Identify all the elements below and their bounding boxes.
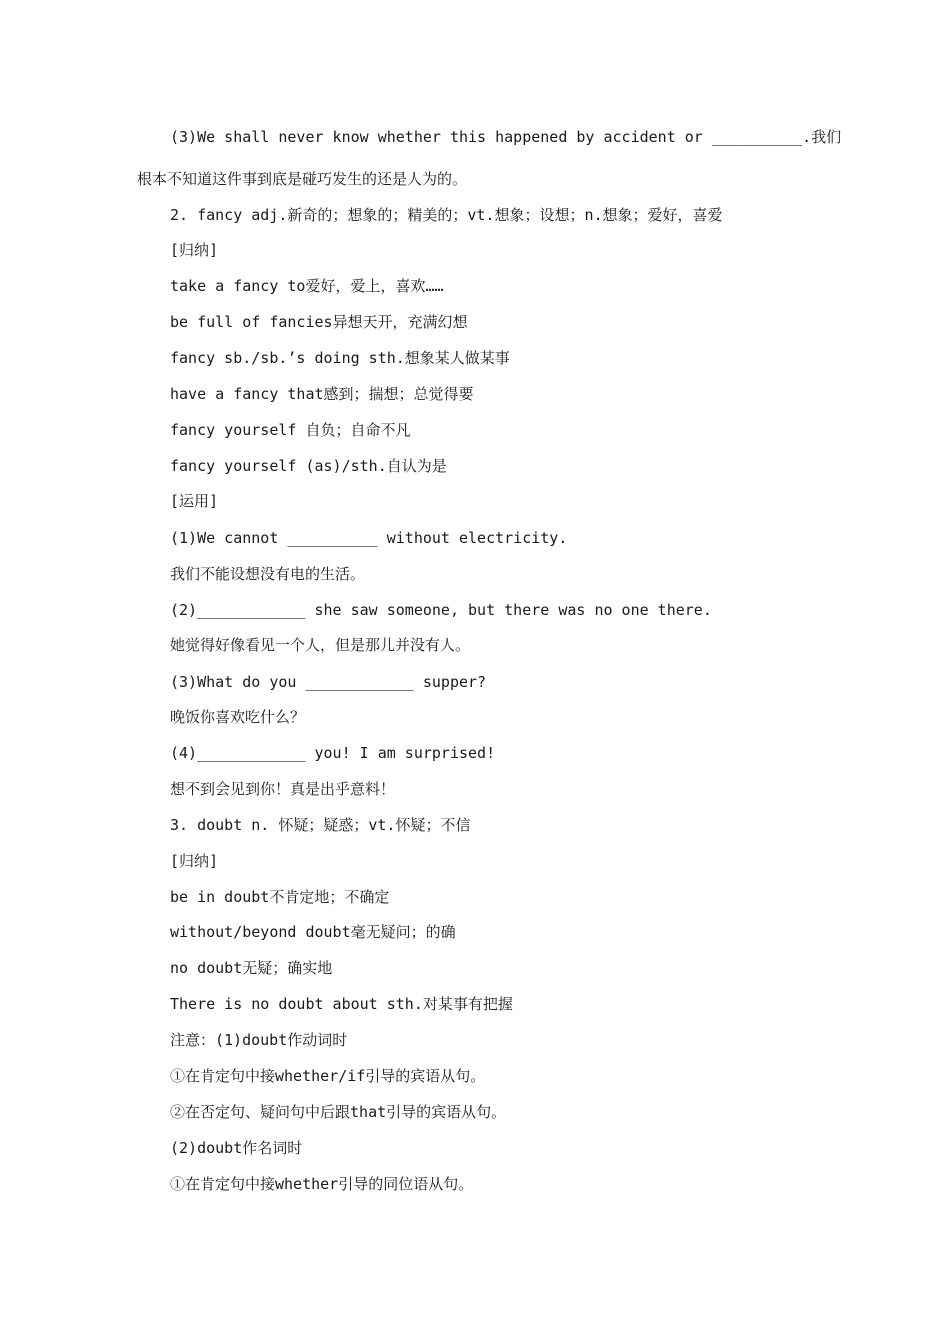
phrase-fancy-doing: fancy sb./sb.’s doing sth.想象某人做某事 bbox=[170, 349, 510, 367]
phrase-beyond-doubt: without/beyond doubt毫无疑问；的确 bbox=[170, 923, 456, 941]
phrase-full-of-fancies: be full of fancies异想天开，充满幻想 bbox=[170, 313, 468, 331]
practice-label: [运用] bbox=[170, 492, 219, 510]
exercise-3-sentence: (3)We shall never know whether this happened by accident or __________.我们 bbox=[170, 128, 842, 146]
phrase-fancy-yourself: fancy yourself 自负；自命不凡 bbox=[170, 421, 411, 439]
phrase-no-doubt-about: There is no doubt about sth.对某事有把握 bbox=[170, 995, 513, 1013]
practice-1-translation: 我们不能设想没有电的生活。 bbox=[170, 565, 366, 583]
summary-label: [归纳] bbox=[170, 241, 219, 259]
summary-label-2: [归纳] bbox=[170, 852, 219, 870]
practice-4-sentence: (4)____________ you! I am surprised! bbox=[170, 744, 496, 762]
practice-4-translation: 想不到会见到你！真是出乎意料！ bbox=[170, 780, 396, 798]
note-verb-2: ②在否定句、疑问句中后跟that引导的宾语从句。 bbox=[170, 1103, 507, 1121]
practice-2-translation: 她觉得好像看见一个人，但是那儿并没有人。 bbox=[170, 636, 471, 654]
section-3-heading: 3. doubt n. 怀疑；疑惑；vt.怀疑；不信 bbox=[170, 816, 471, 834]
practice-3-sentence: (3)What do you ____________ supper? bbox=[170, 673, 487, 691]
practice-3-translation: 晚饭你喜欢吃什么？ bbox=[170, 708, 306, 726]
note-verb-1: ①在肯定句中接whether/if引导的宾语从句。 bbox=[170, 1067, 486, 1085]
practice-1-sentence: (1)We cannot __________ without electricity. bbox=[170, 529, 568, 547]
section-2-heading: 2. fancy adj.新奇的；想象的；精美的；vt.想象；设想；n.想象；爱好，喜爱 bbox=[170, 206, 723, 224]
exercise-3-translation: 根本不知道这件事到底是碰巧发生的还是人为的。 bbox=[137, 170, 468, 188]
phrase-no-doubt: no doubt无疑；确实地 bbox=[170, 959, 333, 977]
note-noun-heading: (2)doubt作名词时 bbox=[170, 1139, 303, 1157]
phrase-have-a-fancy: have a fancy that感到；揣想；总觉得要 bbox=[170, 385, 474, 403]
note-verb-heading: 注意：(1)doubt作动词时 bbox=[170, 1031, 348, 1049]
practice-2-sentence: (2)____________ she saw someone, but there was no one there. bbox=[170, 601, 712, 619]
phrase-fancy-yourself-as: fancy yourself (as)/sth.自认为是 bbox=[170, 457, 447, 475]
phrase-in-doubt: be in doubt不肯定地；不确定 bbox=[170, 888, 390, 906]
phrase-take-a-fancy: take a fancy to爱好，爱上，喜欢…… bbox=[170, 277, 444, 295]
note-noun-1: ①在肯定句中接whether引导的同位语从句。 bbox=[170, 1175, 474, 1193]
